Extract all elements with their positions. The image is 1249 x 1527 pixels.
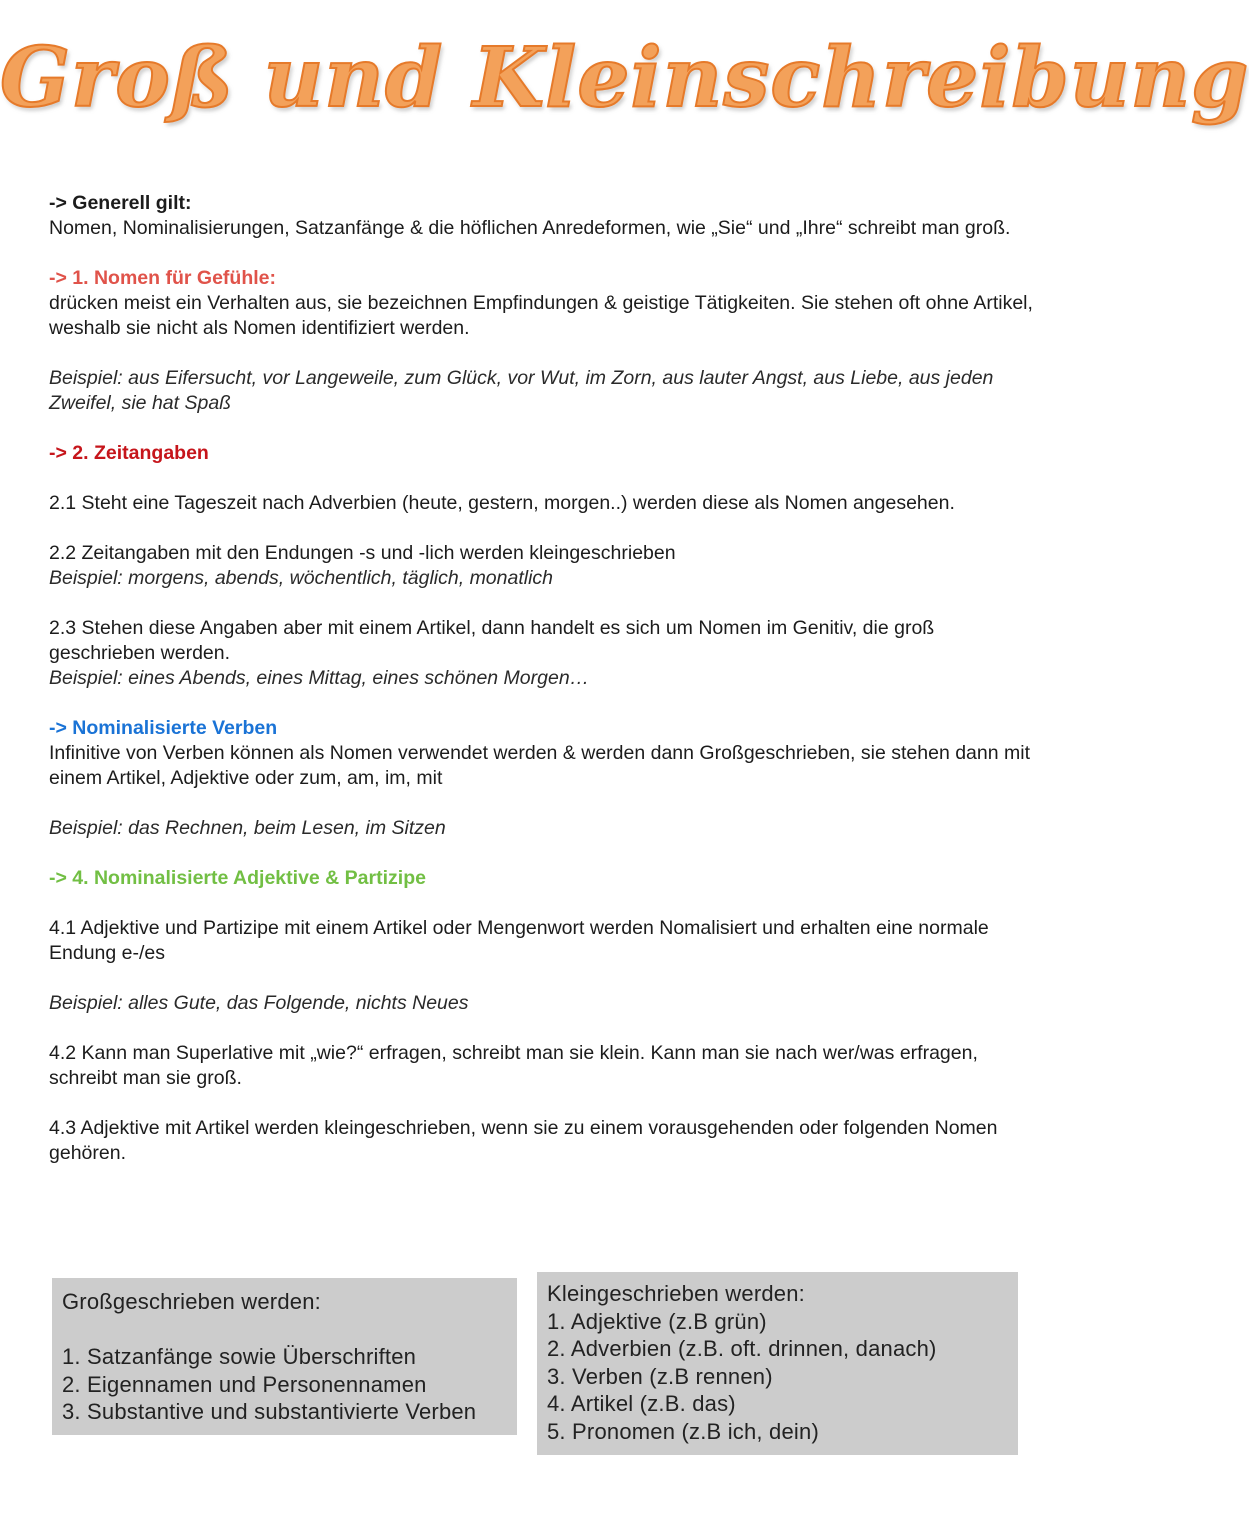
box-kleinschreibung (537, 1272, 1018, 1455)
section2-p2-example: Beispiel: morgens, abends, wöchentlich, täglich, monatlich (49, 567, 554, 589)
box-grossschreibung (52, 1278, 517, 1435)
page-title: Groß und Kleinschreibung (0, 30, 1249, 126)
section1-text: drücken meist ein Verhalten aus, sie bezeichnen Empfindungen & geistige Tätigkeiten. Sie stehen oft ohne Artikel, weshalb sie nicht als Nomen identifiziert werden. (49, 292, 1033, 339)
section4-p3: 4.3 Adjektive mit Artikel werden kleingeschrieben, wenn sie zu einem vorausgehenden oder folgenden Nomen gehören. (49, 1117, 998, 1164)
box-klein-item: 3. Verben (z.B rennen) (547, 1363, 773, 1389)
section3-example: Beispiel: das Rechnen, beim Lesen, im Sitzen (49, 817, 446, 839)
section1-heading: -> 1. Nomen für Gefühle: (49, 267, 276, 289)
box-gross-item: 1. Satzanfänge sowie Überschriften (62, 1344, 417, 1369)
box-klein-item: 1. Adjektive (z.B grün) (547, 1308, 767, 1334)
section2-p3-example: Beispiel: eines Abends, eines Mittag, eines schönen Morgen… (49, 667, 590, 689)
section4-p1-example: Beispiel: alles Gute, das Folgende, nichts Neues (49, 992, 469, 1014)
section2-p2: 2.2 Zeitangaben mit den Endungen -s und -lich werden kleingeschrieben (49, 542, 676, 564)
general-text: Nomen, Nominalisierungen, Satzanfänge & die höflichen Anredeformen, wie „Sie“ und „Ihre“ schreibt man groß. (49, 217, 1011, 239)
section2-p1: 2.1 Steht eine Tageszeit nach Adverbien (heute, gestern, morgen..) werden diese als Nomen angesehen. (49, 492, 955, 514)
general-heading: -> Generell gilt: (49, 192, 192, 214)
box-gross-item: 2. Eigennamen und Personennamen (62, 1371, 427, 1397)
box-gross-item: 3. Substantive und substantivierte Verben (62, 1399, 477, 1424)
section4-p2: 4.2 Kann man Superlative mit „wie?“ erfragen, schreibt man sie klein. Kann man sie nach wer/was erfragen, schreibt man sie groß. (49, 1042, 978, 1089)
section4-heading: -> 4. Nominalisierte Adjektive & Partizipe (49, 867, 426, 889)
main-content (49, 191, 1039, 1166)
section2-heading: -> 2. Zeitangaben (49, 442, 209, 464)
box-klein-item: 2. Adverbien (z.B. oft. drinnen, danach) (547, 1336, 937, 1361)
box-klein-item: 5. Pronomen (z.B ich, dein) (547, 1418, 819, 1444)
section2-p3: 2.3 Stehen diese Angaben aber mit einem Artikel, dann handelt es sich um Nomen im Genitiv, die groß geschrieben werden. (49, 617, 935, 664)
section3-heading: -> Nominalisierte Verben (49, 717, 278, 739)
section1-example: Beispiel: aus Eifersucht, vor Langeweile, zum Glück, vor Wut, im Zorn, aus lauter Angst, aus Liebe, aus jeden Zweifel, sie hat Spaß (49, 367, 994, 414)
section3-text: Infinitive von Verben können als Nomen verwendet werden & werden dann Großgeschrieben, sie stehen dann mit einem Artikel, Adjektive oder zum, am, im, mit (49, 742, 1030, 789)
section4-p1: 4.1 Adjektive und Partizipe mit einem Artikel oder Mengenwort werden Nomalisiert und erhalten eine normale Endung e-/es (49, 917, 989, 964)
box-klein-heading: Kleingeschrieben werden: (547, 1281, 805, 1306)
box-klein-item: 4. Artikel (z.B. das) (547, 1391, 736, 1416)
box-gross-heading: Großgeschrieben werden: (62, 1289, 321, 1314)
